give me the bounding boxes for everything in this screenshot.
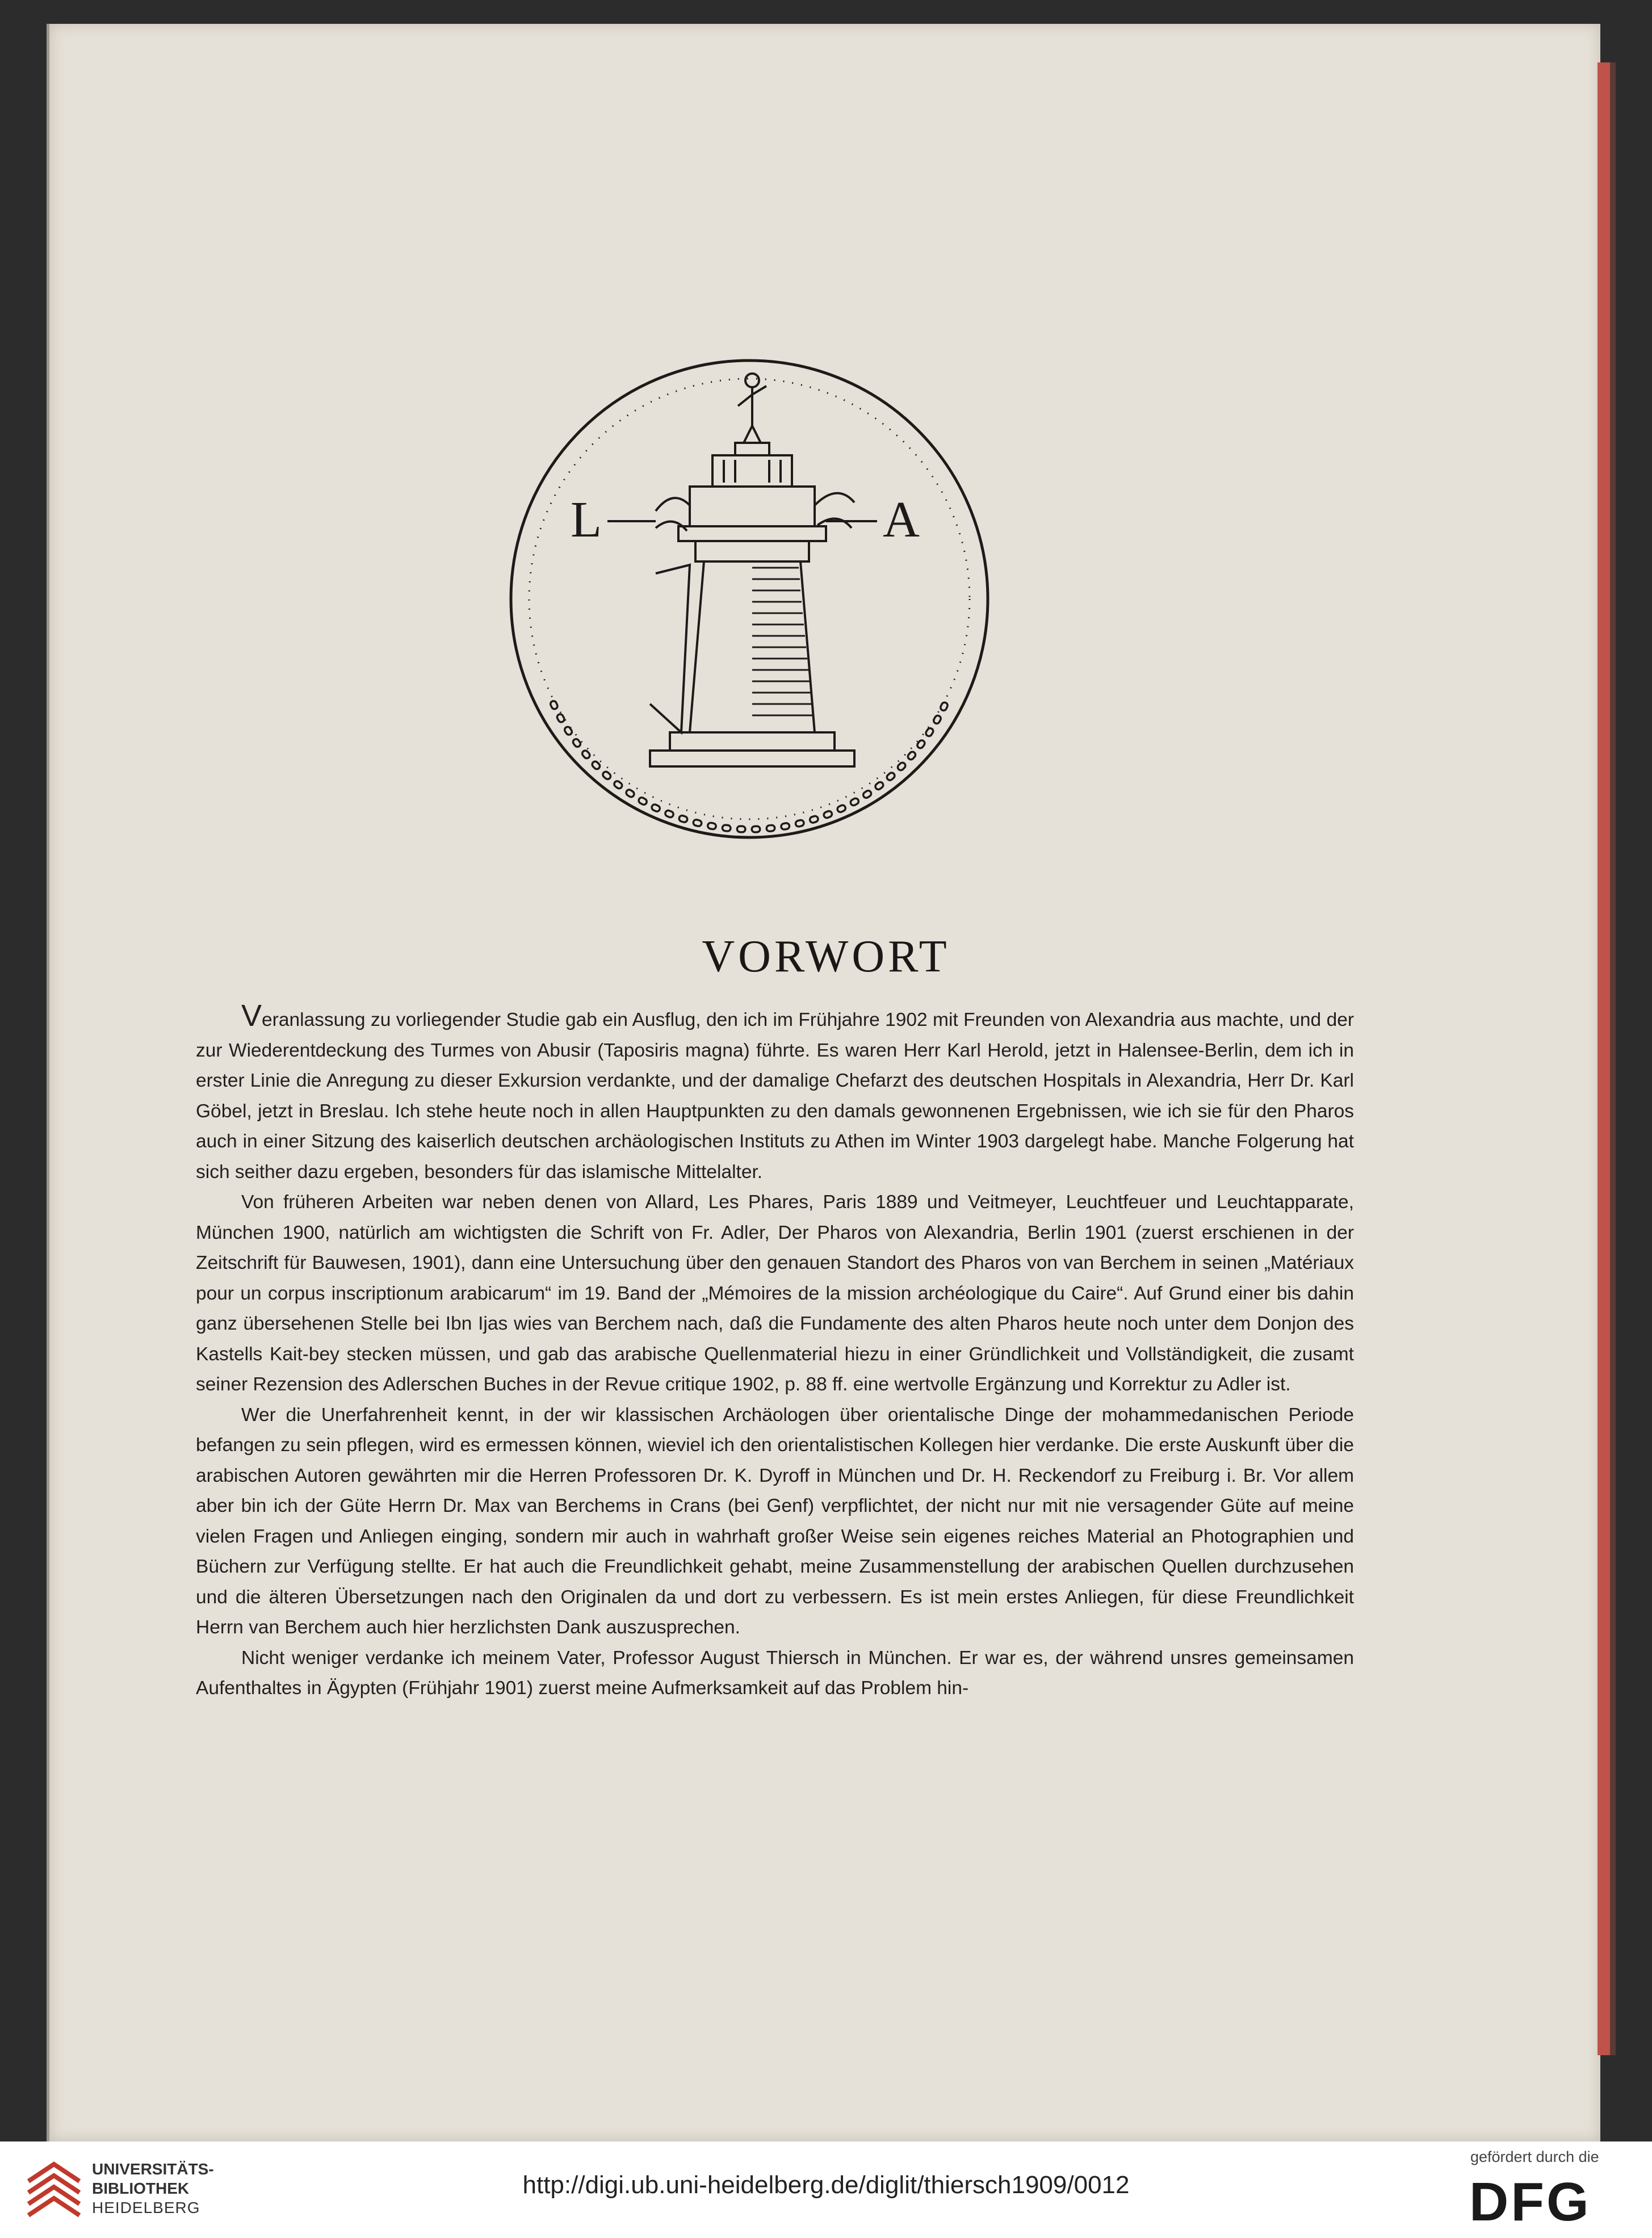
paragraph-1 [196, 999, 1354, 1187]
page-shadow-edge [1610, 62, 1616, 2055]
coin-letter-left: L [571, 492, 602, 548]
viewer-footer [0, 2141, 1652, 2238]
coin-letter-right: A [883, 492, 920, 548]
page-red-edge [1598, 62, 1610, 2055]
paragraph-1-text: eranlassung zu vorliegender Studie gab ein Ausflug, den ich im Frühjahre 1902 mit Freunden von Alexandria aus machte, und der zur Wiederentdeckung des Turmes von Abusir (Taposiris magna) führte. Es waren Herr Karl Herold, jetzt in Halensee-Berlin, dem ich in erster Linie die Anregung zu dieser Exkursion verdankte, und der damalige Chefarzt des deutschen Hospitals in Alexandria, Herr Dr. Karl Göbel, jetzt in Breslau. Ich stehe heute noch in allen Hauptpunkten zu den damals gewonnenen Ergebnissen, wie ich sie für den Pharos auch in einer Sitzung des kaiserlich deutschen archäologischen Instituts zu Athen im Winter 1903 dargelegt habe. Manche Folgerung hat sich seither dazu ergeben, besonders für das islamische Mittelalter. [196, 1009, 1354, 1183]
pharos-tower-shaft [650, 541, 854, 766]
ub-name-line1: UNIVERSITÄTS- [92, 2160, 214, 2178]
dropcap: V [241, 999, 262, 1033]
paragraph-2: Von früheren Arbeiten war neben denen von Allard, Les Phares, Paris 1889 und Veitmeyer, Leuchtfeuer und Leuchtapparate, München 1900, natürlich am wichtigsten die Schrift von Fr. Adler, Der Pharos von Alexandria, Berlin 1901 (zuerst erschienen in der Zeitschrift für Bauwesen, 1901), dann eine Untersuchung über den genauen Standort des Pharos von van Berchem in seinen „Matériaux pour un corpus inscriptionum arabicarum“ im 19. Band der „Mémoires de la mission archéologique du Caire“. Auf Grund einer bis dahin ganz übersehenen Stelle bei Ibn Ijas wies van Berchem nach, daß die Fundamente des alten Pharos heute noch unter dem Donjon des Kastells Kait-bey stecken müssen, und gab das arabische Quellenmaterial hiezu in einer Gründlichkeit und Vollständigkeit, die zusamt seiner Rezension des Adlerschen Buches in der Revue critique 1902, p. 88 ff. eine wertvolle Ergänzung und Korrektur zu Adler ist. [196, 1192, 1354, 1395]
pharos-upper-tier [656, 455, 854, 541]
page-title: VORWORT [702, 932, 950, 982]
pharos-coin-drawing [485, 341, 1013, 857]
preface-body [196, 999, 1354, 1704]
paragraph-3: Wer die Unerfahrenheit kennt, in der wir klassischen Archäologen über orientalische Dinge der mohammedanischen Periode befangen zu sein pflegen, wird es ermessen können, wieviel ich den orientalistischen Kollegen hier verdanke. Die erste Auskunft über die arabischen Autoren gewährten mir die Herren Professoren Dr. K. Dyroff in München und Dr. H. Reckendorf zu Freiburg i. Br. Vor allem aber bin ich der Güte Herrn Dr. Max van Berchems in Crans (bei Genf) verpflichtet, der nicht nur mit nie versagender Güte auf meine vielen Fragen und Anliegen einging, sondern mir auch in wahrhaft großer Weise sein eigenes reiches Material an Photographien und Büchern zur Verfügung stellte. Er hat auch die Freundlichkeit gehabt, meine Zusammenstellung der arabischen Quellen durchzusehen und die älteren Übersetzungen nach den Originalen da und dort zu verbessern. Es ist mein erstes Anliegen, für diese Freundlichkeit Herrn van Berchem auch hier herzlichsten Dank auszusprechen. [196, 1404, 1354, 1638]
coin-dotted-border [529, 379, 970, 819]
funding-label: gefördert durch die [1470, 2148, 1599, 2165]
ub-name-line3: HEIDELBERG [92, 2199, 200, 2216]
paragraph-4: Nicht weniger verdanke ich meinem Vater, Professor August Thiersch in München. Er war es, der während unsres gemeinsamen Aufenthaltes in Ägypten (Frühjahr 1901) zuerst meine Aufmerksamkeit auf das Problem hin- [196, 1647, 1354, 1699]
coin-illustration [485, 341, 1013, 857]
dfg-logo[interactable]: DFG [1469, 2172, 1591, 2232]
ub-name-line2: BIBLIOTHEK [92, 2180, 190, 2197]
statue-figure [735, 374, 769, 455]
permalink-url[interactable]: http://digi.ub.uni-heidelberg.de/diglit/thiersch1909/0012 [522, 2171, 1130, 2199]
